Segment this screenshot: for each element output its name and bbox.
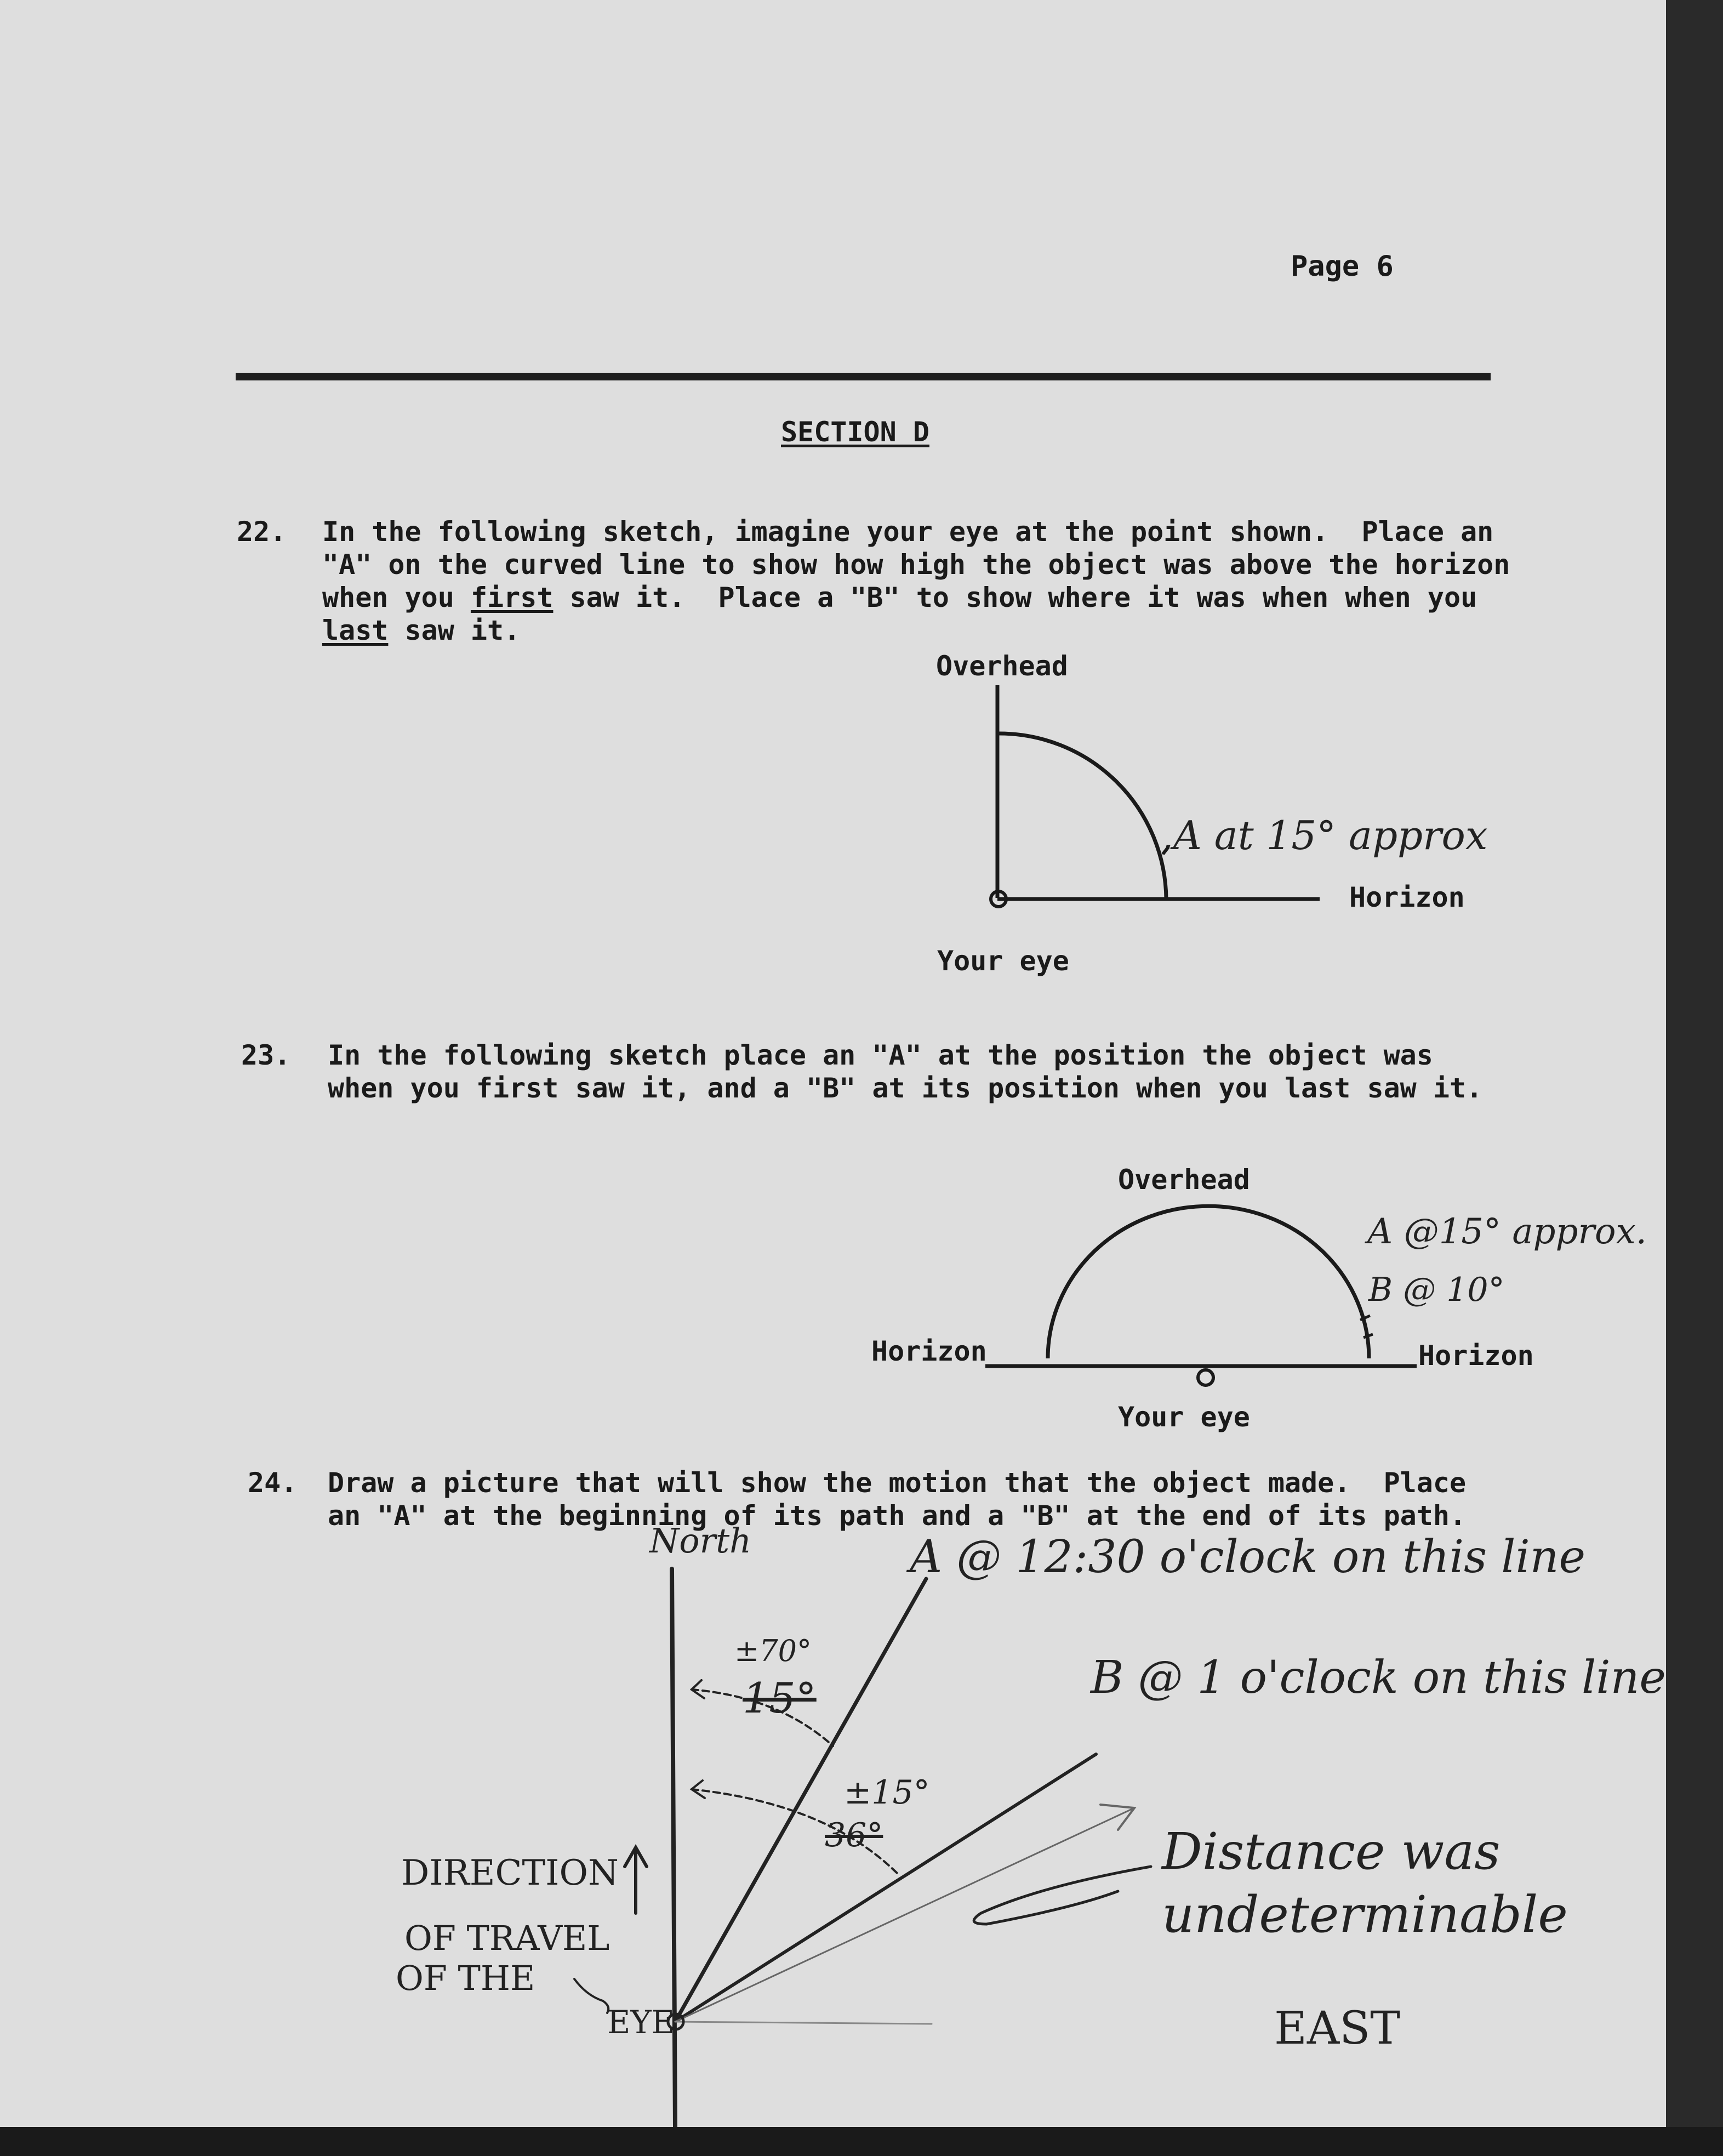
scan-edge-bottom <box>0 2127 1723 2156</box>
q23-line1: In the following sketch place an "A" at the position the object was <box>328 1039 1433 1071</box>
q24-direction-line1: DIRECTION <box>401 1853 619 1893</box>
q24-angle-b-arc <box>692 1789 899 1875</box>
q22-number: 22. <box>237 516 287 548</box>
q24-line-b <box>675 1754 1096 2022</box>
q24-distance-pointer <box>974 1867 1151 1924</box>
q22-handwritten-answer: ,A at 15° approx <box>1161 812 1488 858</box>
q22-sketch <box>991 685 1320 907</box>
q22-curve <box>999 733 1166 899</box>
q23-arc <box>1048 1206 1369 1358</box>
q23-handwritten-b: B @ 10° <box>1368 1271 1505 1309</box>
q24-angle-a-arc <box>692 1689 833 1746</box>
q23-horizon-right: Horizon <box>1418 1340 1534 1372</box>
q22-overhead-label: Overhead <box>936 650 1068 682</box>
q24-direction-line2: OF TRAVEL <box>404 1918 610 1958</box>
q24-north-label: North <box>649 1521 752 1561</box>
q24-distance-note: Distance was undeterminable <box>1162 1822 1568 1944</box>
q24-distance-arrow-head <box>1100 1805 1134 1830</box>
q23-handwritten-a: A @15° approx. <box>1367 1211 1647 1252</box>
q24-b-label: B @ 1 o'clock on this line <box>1091 1652 1666 1704</box>
q22-line4: last saw it. <box>322 615 521 646</box>
q23-b-tick <box>1363 1334 1373 1338</box>
q22-horizon-label: Horizon <box>1349 881 1465 913</box>
q24-number: 24. <box>248 1467 298 1499</box>
q23-eye-label: Your eye <box>1118 1401 1250 1433</box>
q24-angle-a-struck: 15° <box>743 1674 817 1722</box>
q24-north-axis <box>672 1569 675 2127</box>
q24-angle-b: ±15° <box>844 1773 930 1812</box>
page-number: Page 6 <box>1291 250 1394 283</box>
q23-overhead-label: Overhead <box>1118 1164 1250 1196</box>
q24-line-a <box>675 1579 926 2022</box>
q22-a-tick <box>1163 847 1168 854</box>
q24-sketch <box>574 1569 1151 2127</box>
q22-line3: when you first saw it. Place a "B" to show where it was when when you <box>322 582 1477 613</box>
q22-line1: In the following sketch, imagine your eye at the point shown. Place an <box>322 516 1494 548</box>
q24-direction-arrow <box>625 1847 647 1913</box>
q24-distance-arrow-line <box>675 1808 1134 2022</box>
q24-direction-line3: OF THE <box>396 1958 535 1998</box>
q24-line1: Draw a picture that will show the motion that the object made. Place <box>328 1467 1467 1499</box>
q24-line2: an "A" at the beginning of its path and a "B" at the end of its path. <box>328 1500 1467 1532</box>
q24-angle-a: ±70° <box>734 1634 812 1668</box>
q24-angle-b-struck: 36° <box>825 1816 883 1854</box>
q23-horizon-left: Horizon <box>871 1335 987 1367</box>
q23-eye-point <box>1198 1370 1213 1385</box>
q24-a-label: A @ 12:30 o'clock on this line <box>910 1531 1586 1583</box>
scan-edge-right <box>1666 0 1723 2156</box>
q23-sketch <box>985 1206 1417 1385</box>
q23-number: 23. <box>241 1039 291 1071</box>
q22-eye-label: Your eye <box>937 945 1069 977</box>
q24-eye-pointer <box>574 1979 608 2013</box>
q24-east-label: EAST <box>1274 2003 1400 2055</box>
q22-line2: "A" on the curved line to show how high the object was above the horizon <box>322 549 1510 581</box>
section-title: SECTION D <box>781 416 929 448</box>
q24-east-guide <box>675 2022 932 2024</box>
q24-eye-label: EYE <box>607 2004 675 2041</box>
q23-line2: when you first saw it, and a "B" at its position when you last saw it. <box>328 1072 1483 1104</box>
